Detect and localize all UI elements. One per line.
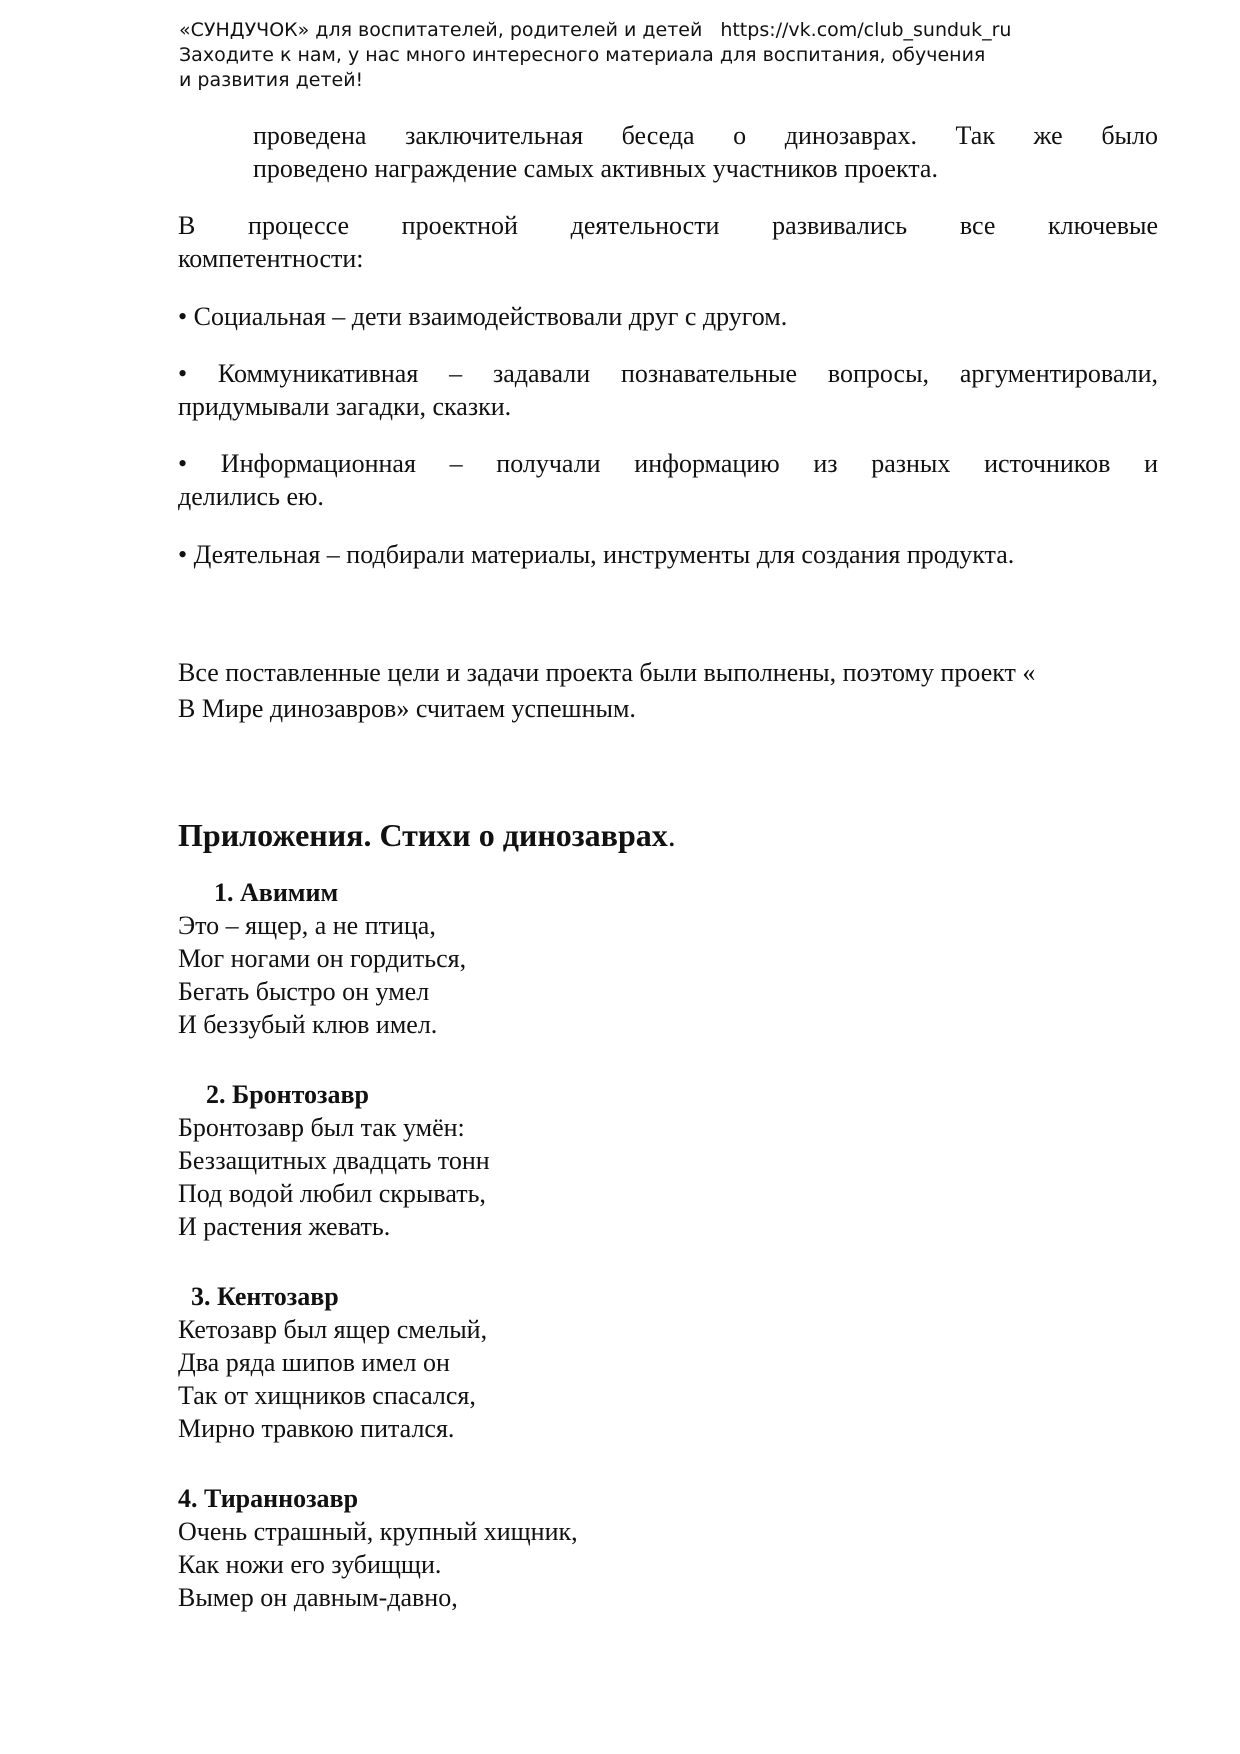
competency-line: делились ею. xyxy=(178,482,324,511)
competencies-lead-line-1: В процессе проектной деятельности развивались все ключевые xyxy=(178,211,1158,240)
competency-line: • Коммуникативная – задавали познавательные вопросы, аргументировали, xyxy=(178,359,1158,388)
page-header xyxy=(179,18,1079,93)
poem-line: Как ножи его зубищщи. xyxy=(178,1550,442,1579)
conclusion-line-2: В Мире динозавров» считаем успешным. xyxy=(178,694,636,723)
competency-line: • Социальная – дети взаимодействовали друг с другом. xyxy=(178,302,788,331)
poem-line: Бронтозавр был так умён: xyxy=(178,1113,465,1142)
competency-item-activity xyxy=(178,538,1158,571)
poem-line: Мирно травкою питался. xyxy=(178,1414,455,1443)
poem-title: 4. Тираннозавр xyxy=(178,1484,359,1513)
competencies-lead-line-2: компетентности: xyxy=(178,244,364,273)
competency-line: • Информационная – получали информацию из разных источников и xyxy=(178,449,1158,478)
poem-title: 2. Бронтозавр xyxy=(206,1080,370,1109)
competency-item-communicative xyxy=(178,357,1158,423)
poem-tyrannosaurus xyxy=(178,1482,1158,1614)
appendix-title-period: . xyxy=(667,817,676,853)
poem-line: Мог ногами он гордиться, xyxy=(178,944,467,973)
poem-line: Так от хищников спасался, xyxy=(178,1381,476,1410)
header-line-1 xyxy=(179,18,1079,43)
competency-item-informational xyxy=(178,447,1158,513)
poem-avimim xyxy=(178,876,1158,1041)
competencies-lead xyxy=(178,209,1158,275)
conclusion-paragraph xyxy=(178,656,1158,725)
competency-item-social xyxy=(178,300,1158,333)
appendix-heading xyxy=(178,815,1158,855)
poem-line: Два ряда шипов имел он xyxy=(178,1348,450,1377)
poem-line: Очень страшный, крупный хищник, xyxy=(178,1517,578,1546)
intro-paragraph xyxy=(253,119,1158,185)
intro-line-1: проведена заключительная беседа о динозаврах. Так же было xyxy=(253,121,1158,150)
conclusion-line-1: Все поставленные цели и задачи проекта были выполнены, поэтому проект « xyxy=(178,658,1036,687)
poem-line: Вымер он давным-давно, xyxy=(178,1583,458,1612)
poem-line: Под водой любил скрывать, xyxy=(178,1179,486,1208)
competency-line: • Деятельная – подбирали материалы, инструменты для создания продукта. xyxy=(178,540,1015,569)
competency-line: придумывали загадки, сказки. xyxy=(178,392,512,421)
poem-title: 3. Кентозавр xyxy=(191,1282,339,1311)
poem-line: Это – ящер, а не птица, xyxy=(178,911,436,940)
intro-line-2: проведено награждение самых активных участников проекта. xyxy=(253,154,938,183)
appendix-title-text: Приложения. Стихи о динозаврах xyxy=(178,817,668,853)
poem-line: И беззубый клюв имел. xyxy=(178,1010,438,1039)
header-line-2: Заходите к нам, у нас много интересного материала для воспитания, обучения xyxy=(179,44,986,66)
poem-kentrosaurus xyxy=(178,1280,1158,1445)
poem-line: Беззащитных двадцать тонн xyxy=(178,1146,490,1175)
header-line-3: и развития детей! xyxy=(179,69,364,91)
poem-brontosaurus xyxy=(178,1078,1158,1243)
header-url[interactable]: https://vk.com/club_sunduk_ru xyxy=(720,19,1012,41)
poem-line: И растения жевать. xyxy=(178,1212,391,1241)
appendix-title xyxy=(178,815,1158,855)
header-brand-text: «СУНДУЧОК» для воспитателей, родителей и детей xyxy=(179,19,703,41)
poem-title: 1. Авимим xyxy=(214,878,339,907)
poem-line: Кетозавр был ящер смелый, xyxy=(178,1315,488,1344)
poem-line: Бегать быстро он умел xyxy=(178,977,430,1006)
